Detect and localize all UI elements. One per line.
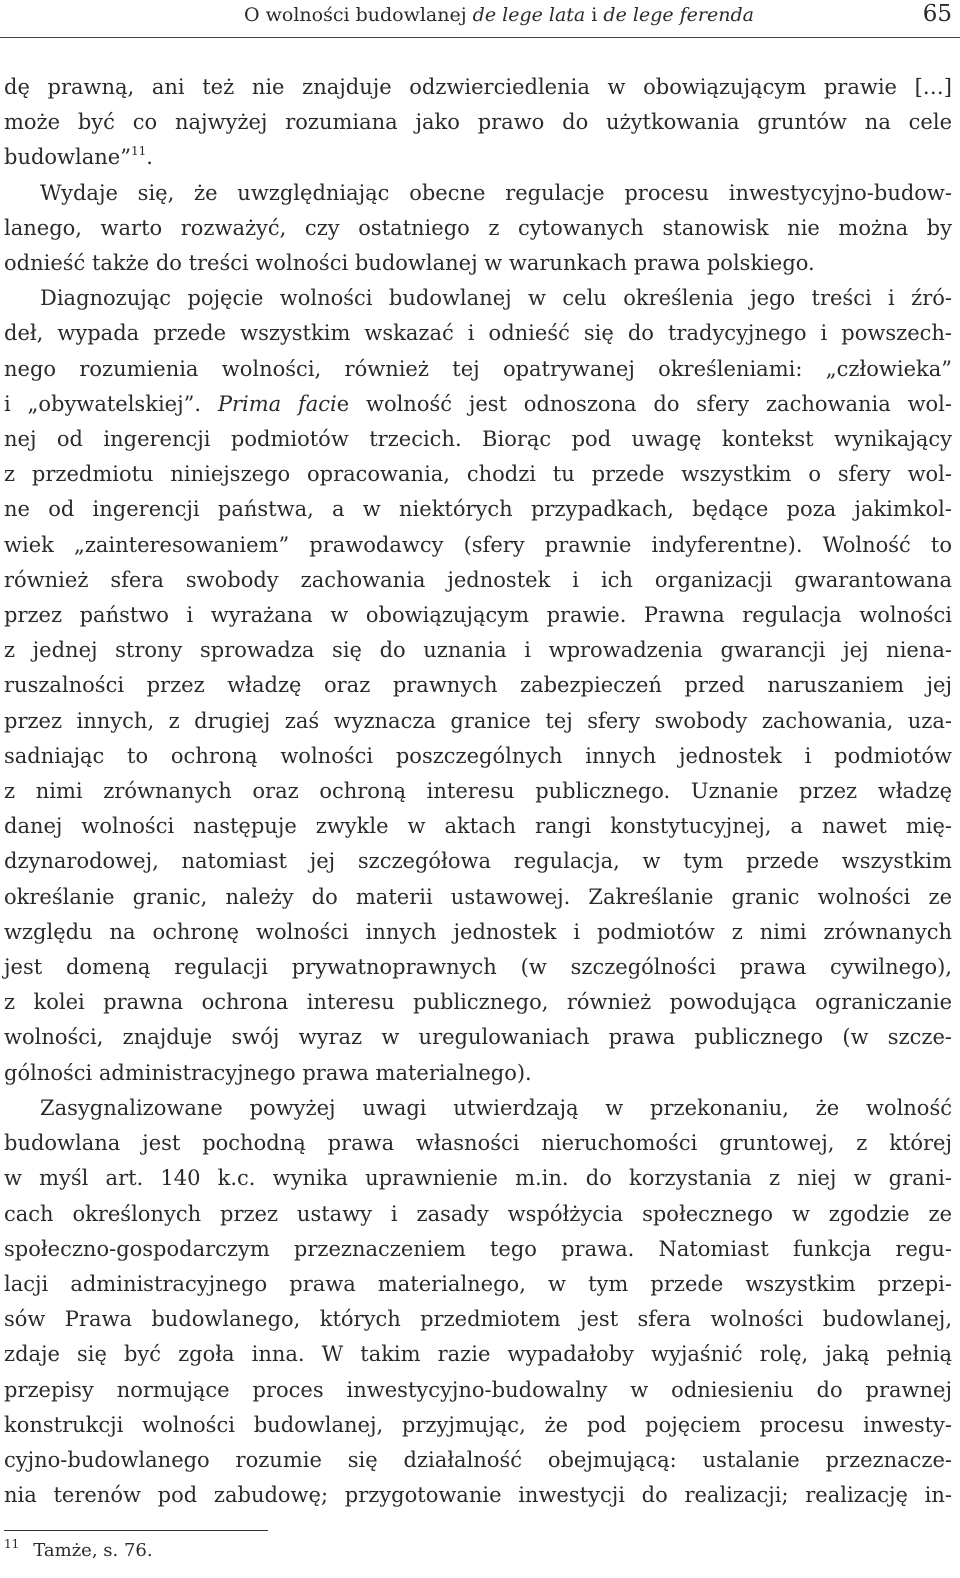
text-line: Wydaje się, że uwzględniając obecne regulacje procesu inwestycyjno-budow- bbox=[40, 180, 952, 205]
text-line: dzynarodowej, natomiast jej szczegółowa regulacja, w tym przede wszystkim bbox=[4, 849, 952, 874]
text-line: wiek „zainteresowaniem” prawodawcy (sfery prawnie indyferentne). Wolność to bbox=[4, 532, 952, 557]
text-line: danej wolności następuje zwykle w aktach rangi konstytucyjnej, a nawet mię- bbox=[4, 814, 952, 839]
text-run: i „obywatelskiej”. bbox=[4, 391, 218, 416]
text-line: z przedmiotu niniejszego opracowania, chodzi tu przede wszystkim o sfery wol- bbox=[4, 462, 952, 487]
footnote-text: Tamże, s. 76. bbox=[33, 1540, 153, 1561]
text-line: przepisy normujące proces inwestycyjno-budowalny w odniesieniu do prawnej bbox=[4, 1377, 952, 1402]
text-line: z nimi zrównanych oraz ochroną interesu publicznego. Uznanie przez władzę bbox=[4, 779, 952, 804]
running-title-text: i bbox=[585, 4, 604, 26]
text-run: . bbox=[146, 145, 153, 170]
text-line: ne od ingerencji państwa, a w niektórych przypadkach, będące poza jakimkol- bbox=[4, 497, 952, 522]
text-run: budowlane” bbox=[4, 145, 131, 170]
text-line: nia terenów pod zabudowę; przygotowanie inwestycji do realizacji; realizację in- bbox=[4, 1483, 952, 1508]
text-line: przez innych, z drugiej zaś wyznacza granice tej sfery swobody zachowania, uza- bbox=[4, 708, 952, 733]
text-line: deł, wypada przede wszystkim wskazać i odnieść się do tradycyjnego i powszech- bbox=[4, 321, 952, 346]
italic-phrase: Prima faci bbox=[217, 391, 337, 416]
text-line: Zasygnalizowane powyżej uwagi utwierdzają w przekonaniu, że wolność bbox=[40, 1095, 952, 1120]
text-line: lanego, warto rozważyć, czy ostatniego z cytowanych stanowisk nie można by bbox=[4, 215, 952, 240]
text-line: nej od ingerencji podmiotów trzecich. Biorąc pod uwagę kontekst wynikający bbox=[4, 427, 952, 452]
text-line: w myśl art. 140 k.c. wynika uprawnienie m.in. do korzystania z niej w grani- bbox=[4, 1166, 952, 1191]
text-line: budowlana jest pochodną prawa własności nieruchomości gruntowej, z której bbox=[4, 1131, 952, 1156]
text-line: również sfera swobody zachowania jednostek i ich organizacji gwarantowana bbox=[4, 567, 952, 592]
text-line: społeczno-gospodarczym przeznaczeniem tego prawa. Natomiast funkcja regu- bbox=[4, 1236, 952, 1261]
text-line: sów Prawa budowlanego, których przedmiotem jest sfera wolności budowlanej, bbox=[4, 1307, 952, 1332]
text-line bbox=[4, 387, 952, 422]
text-line: dę prawną, ani też nie znajduje odzwierciedlenia w obowiązującym prawie […] bbox=[4, 75, 952, 99]
running-title bbox=[244, 4, 754, 26]
text-line: nego rozumienia wolności, również tej opatrywanej określeniami: „człowieka” bbox=[4, 356, 952, 381]
running-title-text: O wolności budowlanej bbox=[244, 4, 473, 26]
text-run: e wolność jest odnoszona do sfery zachowania wol- bbox=[336, 391, 952, 416]
running-title-italic: de lege lata bbox=[472, 4, 586, 26]
text-line: cyjno-budowlanego rozumie się działalność obejmującą: ustalanie przeznacze- bbox=[4, 1447, 952, 1472]
text-line: wolności, znajduje swój wyraz w uregulowaniach prawa publicznego (w szcze- bbox=[4, 1025, 952, 1050]
paragraph bbox=[4, 1091, 952, 1513]
text-line: lacji administracyjnego prawa materialnego, w tym przede wszystkim przepi- bbox=[4, 1271, 952, 1296]
running-title-italic: de lege ferenda bbox=[603, 4, 754, 26]
text-line: może być co najwyżej rozumiana jako prawo do użytkowania gruntów na cele bbox=[4, 110, 952, 135]
text-line: ruszalności przez władzę oraz prawnych zabezpieczeń przed naruszaniem jej bbox=[4, 673, 952, 698]
text-line: z jednej strony sprowadza się do uznania i wprowadzenia gwarancji jej niena- bbox=[4, 638, 952, 663]
footnote-reference[interactable]: 11 bbox=[130, 144, 147, 159]
text-line: konstrukcji wolności budowlanej, przyjmując, że pod pojęciem procesu inwesty- bbox=[4, 1412, 952, 1437]
text-line: odnieść także do treści wolności budowlanej w warunkach prawa polskiego. bbox=[4, 251, 815, 276]
header-rule bbox=[0, 37, 960, 38]
footnote-number: 11 bbox=[4, 1537, 20, 1551]
page-number: 65 bbox=[922, 1, 952, 27]
body-text bbox=[4, 70, 952, 1513]
text-line: względu na ochronę wolności innych jednostek i podmiotów z nimi zrównanych bbox=[4, 919, 952, 944]
footnote-rule bbox=[4, 1530, 268, 1531]
paragraph bbox=[4, 176, 952, 282]
paragraph bbox=[4, 70, 952, 176]
text-line: gólności administracyjnego prawa materialnego). bbox=[4, 1060, 532, 1085]
text-line: cach określonych przez ustawy i zasady współżycia społecznego w zgodzie ze bbox=[4, 1201, 952, 1226]
text-line: określanie granic, należy do materii ustawowej. Zakreślanie granic wolności ze bbox=[4, 884, 952, 909]
text-line: z kolei prawna ochrona interesu publicznego, również powodująca ograniczanie bbox=[4, 990, 952, 1015]
text-line: Diagnozując pojęcie wolności budowlanej w celu określenia jego treści i źró- bbox=[40, 286, 952, 311]
footnote bbox=[4, 1537, 604, 1561]
text-line: przez państwo i wyrażana w obowiązującym prawie. Prawna regulacja wolności bbox=[4, 603, 952, 628]
paragraph bbox=[4, 281, 952, 1091]
text-line: sadniając to ochroną wolności poszczególnych innych jednostek i podmiotów bbox=[4, 743, 952, 768]
text-line: zdaje się być zgoła inna. W takim razie wypadałoby wyjaśnić rolę, jaką pełnią bbox=[4, 1342, 952, 1367]
text-line: jest domeną regulacji prywatnoprawnych (w szczególności prawa cywilnego), bbox=[4, 955, 952, 980]
text-line bbox=[4, 140, 952, 175]
running-header bbox=[0, 0, 960, 36]
